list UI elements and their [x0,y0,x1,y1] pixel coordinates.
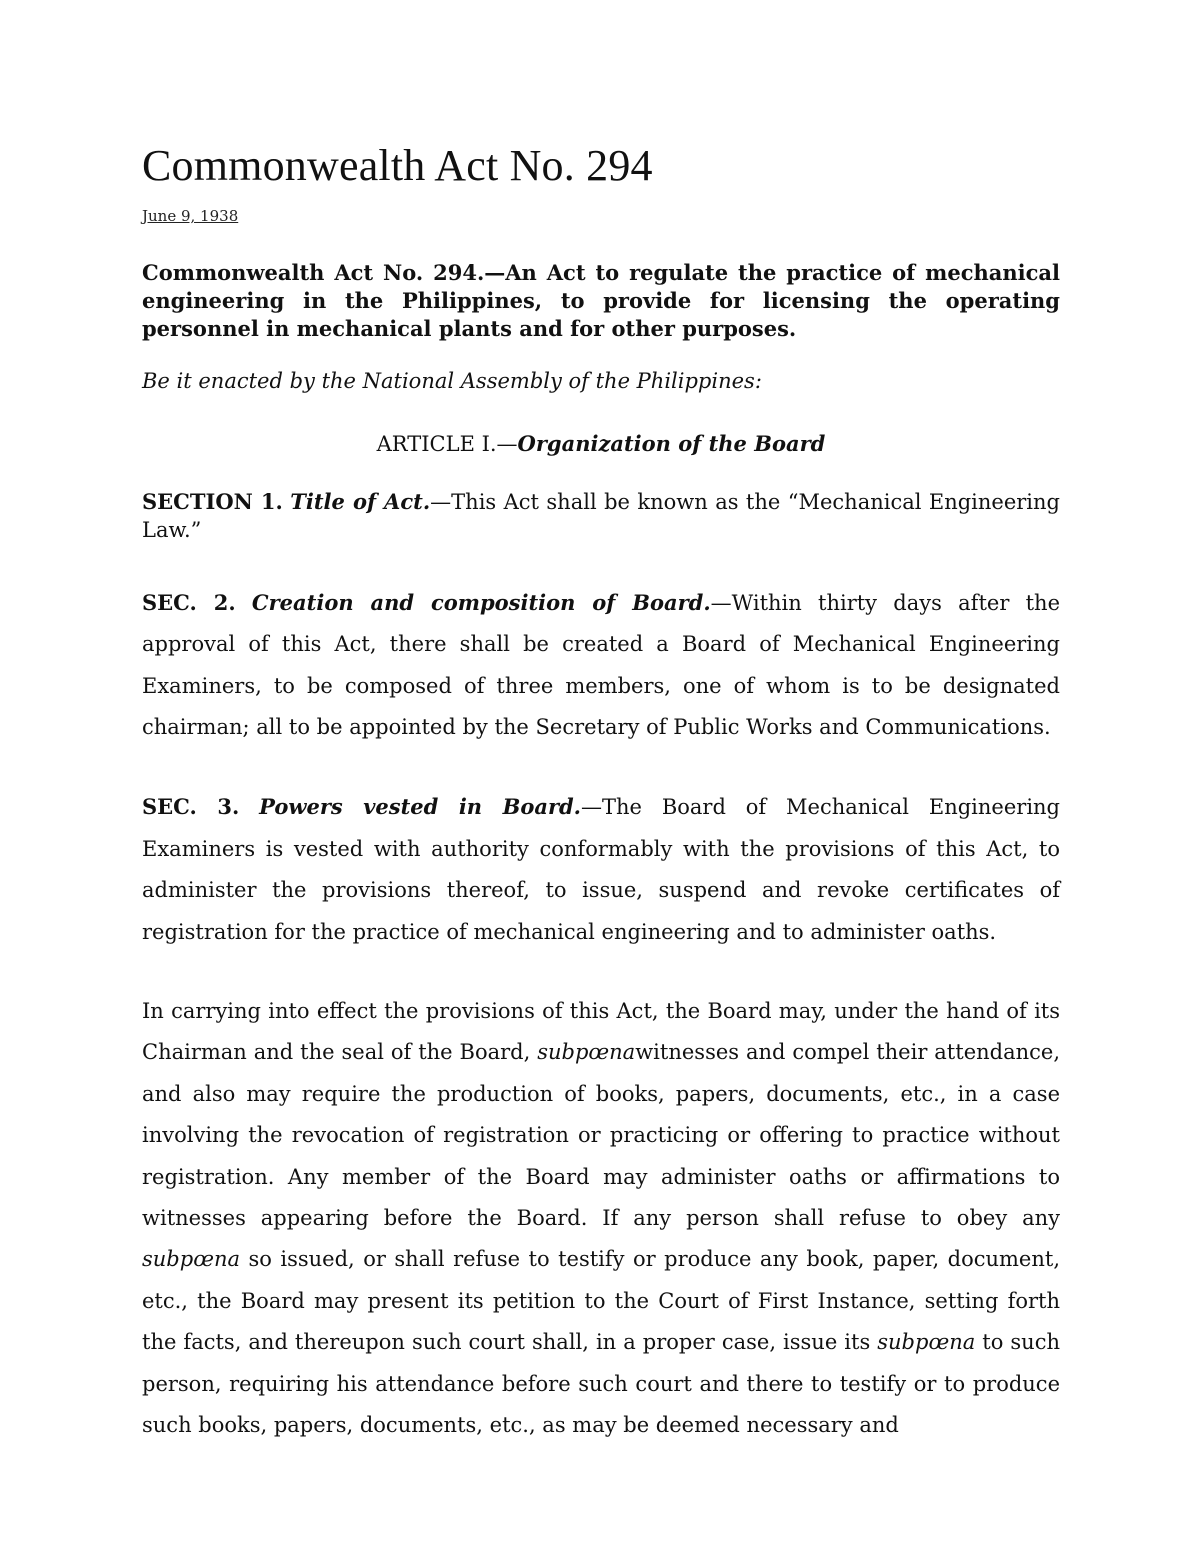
paragraph-italic-term: subpœna [537,1040,636,1065]
section-text: —Within thirty days after the approval of this Act, there shall be created a Board of Mechanical Engineering Examiners, to be composed of three members, one of whom is to be designated chairman; all to be appointed by the Secretary of Public Works and Communications. [142,590,1060,740]
section-heading: Creation and composition of Board. [251,589,711,615]
document-title: Commonwealth Act No. 294 [142,141,653,190]
section-heading: Title of Act. [290,488,431,514]
paragraph-italic-term: subpœna [142,1247,240,1272]
article-title: Organization of the Board [517,430,826,456]
section-1 [142,488,1060,544]
date-link[interactable]: June 9, 1938 [142,206,239,225]
section-label: SECTION 1. [142,488,283,514]
article-number: ARTICLE I.— [376,431,518,456]
section-text: —The Board of Mechanical Engineering Examiners is vested with authority conformably with the provisions of this Act, to administer the provisions thereof, to issue, suspend and revoke certificates of registration for the practice of mechanical engineering and to administer oaths. [142,795,1061,944]
board-powers-paragraph [142,991,1060,1446]
paragraph-text: witnesses and compel their attendance, and also may require the production of books, papers, documents, etc., in a case involving the revocation of registration or practicing or offering to practice without registration. Any member of the Board may administer oaths or affirmations to witnesses appearing before the Board. If any person shall refuse to obey any [142,1040,1060,1231]
section-text: —This Act shall be known as the “Mechanical Engineering Law.” [142,489,1060,542]
section-3 [142,786,1060,953]
section-heading: Powers vested in Board. [259,794,581,820]
section-label: SEC. 2. [142,589,236,615]
section-label: SEC. 3. [142,794,240,820]
paragraph-text: to such person, requiring his attendance before such court and there to testify or to produce such books, papers, documents, etc., as may be deemed necessary and [142,1330,1060,1438]
act-long-title: Commonwealth Act No. 294.—An Act to regulate the practice of mechanical engineering in the Philippines, to provide for licensing the operating personnel in mechanical plants and for other purposes. [142,259,1060,341]
section-2 [142,582,1060,749]
paragraph-italic-term: subpœna [877,1330,976,1355]
paragraph-text: In carrying into effect the provisions of this Act, the Board may, under the hand of its Chairman and the seal of the Board, [142,999,1060,1065]
enacting-clause: Be it enacted by the National Assembly of the Philippines: [142,368,762,393]
paragraph-text: so issued, or shall refuse to testify or produce any book, paper, document, etc., the Board may present its petition to the Court of First Instance, setting forth the facts, and thereupon such court shall, in a proper case, issue its [142,1247,1060,1355]
article-heading [142,431,1060,456]
